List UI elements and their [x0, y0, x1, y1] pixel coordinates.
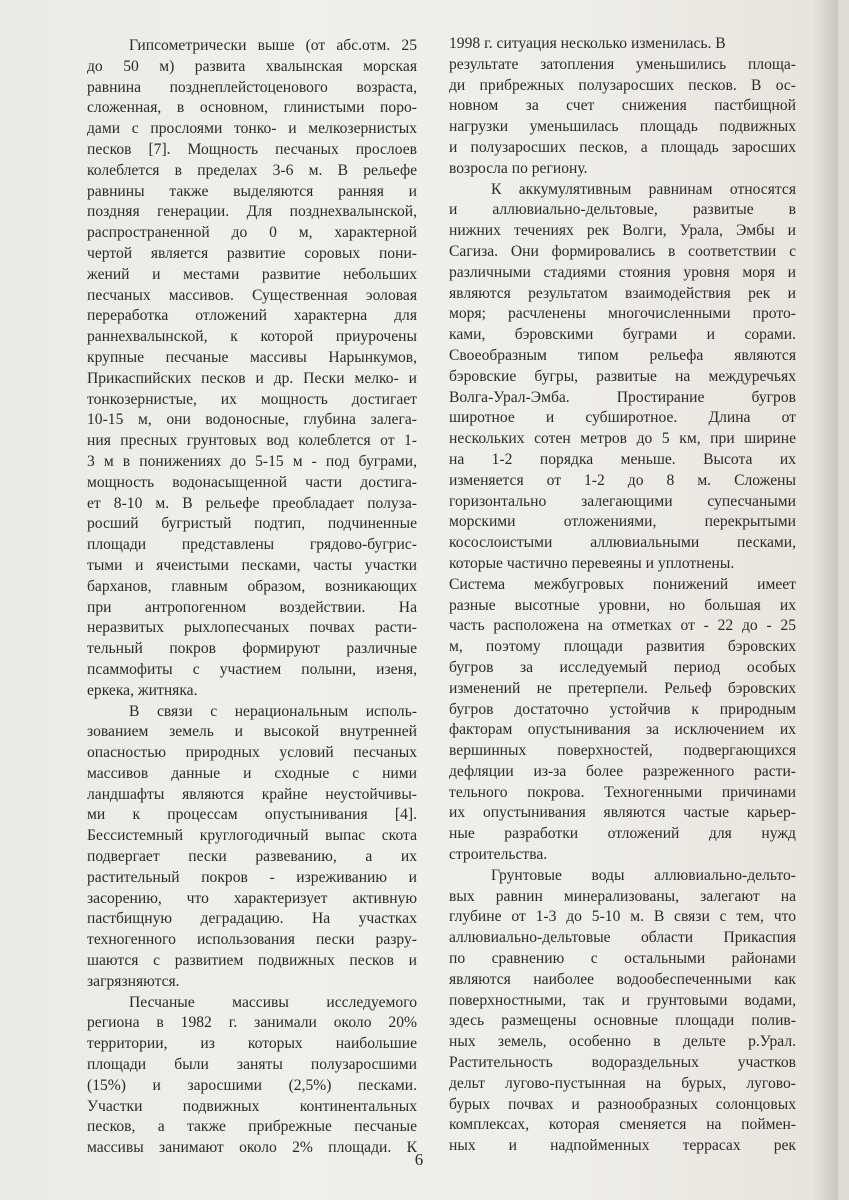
page-number: 6 — [414, 1150, 424, 1169]
text-line: мощность водонасыщенной части достига- — [87, 473, 417, 491]
text-line: раннехвалынской, к которой приурочены — [87, 328, 417, 346]
text-line: бугров достаточно устойчив к природным — [449, 700, 796, 718]
text-line: региона в 1982 г. занимали около 20% — [87, 1014, 417, 1032]
text-line: распространенной до 0 м, характерной — [87, 224, 417, 242]
text-line: результате затопления уменьшились площа- — [449, 55, 796, 73]
text-line: (15%) и заросшими (2,5%) песками. — [87, 1076, 417, 1094]
text-line: Грунтовые воды аллювиально-дельто- — [491, 866, 796, 884]
text-line: и полузаросших песков, а площадь заросших — [449, 138, 796, 156]
text-line: их опустынивания являются частые карьер- — [449, 804, 796, 822]
text-line: Бессистемный круглогодичный выпас скота — [87, 827, 417, 845]
text-line: песков [7]. Мощность песчаных прослоев — [87, 140, 417, 158]
text-line: при антропогенном воздействии. На — [87, 598, 417, 616]
text-line: территории, из которых наибольшие — [87, 1035, 417, 1053]
text-line: площади представлены грядово-бугрис- — [87, 536, 417, 554]
text-line: бугров за исследуемый период особых — [449, 658, 796, 676]
text-line: являются наиболее водообеспеченными как — [449, 970, 796, 988]
text-line: ландшафты являются крайне неустойчивы- — [87, 785, 417, 803]
text-line: загрязняются. — [87, 972, 180, 990]
text-line: тыми и ячеистыми песками, часты участки — [87, 556, 417, 574]
text-line: поздняя генерации. Для позднехвалынской, — [87, 203, 417, 221]
text-line: ками, бэровскими буграми и сорами. — [449, 326, 796, 344]
text-line: Растительность водораздельных участков — [449, 1054, 796, 1072]
text-line: тельного покрова. Техногенными причинами — [449, 783, 796, 801]
text-line: переработка отложений характерна для — [87, 307, 417, 325]
text-line: ные разработки отложений для нужд — [449, 825, 796, 843]
text-line: морскими отложениями, перекрытыми — [449, 513, 796, 531]
text-line: сложенная, в основном, глинистыми поро- — [87, 99, 417, 117]
text-line: чертой является развитие соровых пони- — [87, 244, 417, 262]
text-line: Система межбугровых понижений имеет — [449, 575, 796, 593]
text-line: здесь размещены основные площади полив- — [449, 1012, 796, 1030]
text-line: К аккумулятивным равнинам относятся — [491, 180, 796, 198]
text-line: росший бугристый подтип, подчиненные — [87, 515, 417, 533]
text-line: поверхностными, так и грунтовыми водами, — [449, 991, 796, 1009]
text-line: крупные песчаные массивы Нарынкумов, — [87, 348, 417, 366]
text-line: м, поэтому площади развития бэровских — [449, 638, 796, 656]
text-line: 10-15 м, они водоносные, глубина залега- — [87, 411, 417, 429]
text-line: тельный покров формируют различные — [87, 640, 417, 658]
text-line: аллювиально-дельтовые области Прикаспия — [449, 929, 796, 947]
text-line: ми к процессам опустынивания [4]. — [87, 806, 417, 824]
text-line: горизонтально залегающими супесчаными — [449, 492, 796, 510]
text-line: являются результатом взаимодействия рек и — [449, 284, 796, 302]
text-line: растительный покров - изреживанию и — [87, 868, 417, 886]
text-line: Волга-Урал-Эмба. Простирание бугров — [449, 388, 796, 406]
text-line: косослоистыми аллювиальными песками, — [449, 534, 796, 552]
text-line: песков, а также прибрежные песчаные — [87, 1118, 417, 1136]
text-line: ных земель, особенно в дельте р.Урал. — [449, 1033, 796, 1051]
text-line: ди прибрежных полузаросших песков. В ос- — [449, 76, 796, 94]
text-line: Сагиза. Они формировались в соответствии с — [449, 242, 796, 260]
text-line: неразвитых рыхлопесчаных почвах расти- — [87, 619, 417, 637]
text-line: новном за счет снижения пастбищной — [449, 97, 796, 115]
right-text-column — [449, 34, 796, 1157]
text-line: нижних течениях рек Волги, Урала, Эмбы и — [449, 222, 796, 240]
text-line: моря; расчленены многочисленными прото- — [449, 305, 796, 323]
text-line: вых равнин минерализованы, залегают на — [449, 887, 796, 905]
text-line: различными стадиями стояния уровня моря и — [449, 263, 796, 281]
text-line: которые частично перевеяны и уплотнены. — [449, 554, 735, 572]
text-line: массивов данные и сходные с ними — [87, 764, 417, 782]
text-line: до 50 м) развита хвалынская морская — [87, 57, 417, 75]
text-line: псаммофиты с участием полыни, изеня, — [87, 660, 417, 678]
text-line: песчаных массивов. Существенная эоловая — [87, 286, 417, 304]
text-line: засорению, что характеризует активную — [87, 889, 417, 907]
left-text-column — [87, 36, 417, 1159]
text-line: дефляции из-за более разреженного расти- — [449, 762, 796, 780]
text-line: широтное и субширотное. Длина от — [449, 409, 796, 427]
text-line: разные высотные уровни, но большая их — [449, 596, 796, 614]
text-line: дельт лугово-пустынная на бурых, лугово- — [449, 1074, 796, 1092]
text-line: нагрузки уменьшилась площадь подвижных — [449, 118, 796, 136]
text-line: 1998 г. ситуация несколько изменилась. В — [449, 35, 726, 52]
text-line: по сравнению с остальными районами — [449, 950, 796, 968]
text-line: ных и надпойменных террасах рек — [449, 1137, 796, 1155]
text-line: шаются с развитием подвижных песков и — [87, 952, 417, 970]
text-line: В связи с нерациональным исполь- — [129, 702, 417, 720]
text-line: колеблется в пределах 3-6 м. В рельефе — [87, 161, 417, 179]
text-line: еркека, житняка. — [87, 681, 198, 699]
text-line: техногенного использования пески разру- — [87, 931, 417, 949]
text-line: массивы занимают около 2% площади. К — [87, 1139, 417, 1157]
text-line: на 1-2 порядка меньше. Высота их — [449, 450, 796, 468]
text-line: глубине от 1-3 до 5-10 м. В связи с тем, что — [449, 908, 796, 926]
text-line: дами с прослоями тонко- и мелкозернистых — [87, 120, 417, 138]
text-line: пастбищную деградацию. На участках — [87, 910, 417, 928]
text-line: Песчаные массивы исследуемого — [129, 993, 417, 1011]
text-line: опасностью природных условий песчаных — [87, 744, 417, 762]
text-line: зованием земель и высокой внутренней — [87, 723, 417, 741]
text-line: часть расположена на отметках от - 22 до - 25 — [449, 617, 796, 635]
text-line: бурых почвах и разнообразных солонцовых — [449, 1095, 796, 1113]
text-line: бэровские бугры, развитые на междуречьях — [449, 367, 796, 385]
text-line: тонкозернистые, их мощность достигает — [87, 390, 417, 408]
text-line: равнины также выделяются ранняя и — [87, 182, 417, 200]
text-line: нескольких сотен метров до 5 км, при ширине — [449, 430, 796, 448]
text-line: барханов, главным образом, возникающих — [87, 577, 417, 595]
text-line: жений и местами развитие небольших — [87, 265, 417, 283]
text-line: Участки подвижных континентальных — [87, 1097, 417, 1115]
text-line: ет 8-10 м. В рельефе преобладает полуза- — [87, 494, 417, 512]
text-line: изменений не претерпели. Рельеф бэровских — [449, 679, 796, 697]
text-line: ния пресных грунтовых вод колеблется от 1- — [87, 432, 417, 450]
text-line: факторам опустынивания за исключением их — [449, 721, 796, 739]
page-edge-shadow — [812, 0, 838, 1200]
text-line: Гипсометрически выше (от абс.отм. 25 — [129, 37, 417, 54]
text-line: и аллювиально-дельтовые, развитые в — [449, 201, 796, 219]
text-line: возросла по региону. — [449, 159, 588, 177]
text-line: равнина позднеплейстоценового возраста, — [87, 78, 417, 96]
text-line: комплексах, которая сменяется на поймен- — [449, 1116, 796, 1134]
text-line: 3 м в понижениях до 5-15 м - под буграми, — [87, 452, 417, 470]
text-line: площади были заняты полузаросшими — [87, 1056, 417, 1074]
text-line: Своеобразным типом рельефа являются — [449, 346, 796, 364]
text-line: Прикаспийских песков и др. Пески мелко- и — [87, 369, 417, 387]
text-line: строительства. — [449, 846, 548, 864]
text-line: вершинных поверхностей, подвергающихся — [449, 742, 796, 760]
text-line: подвергает пески развеванию, а их — [87, 848, 417, 866]
text-line: изменяется от 1-2 до 8 м. Сложены — [449, 471, 796, 489]
